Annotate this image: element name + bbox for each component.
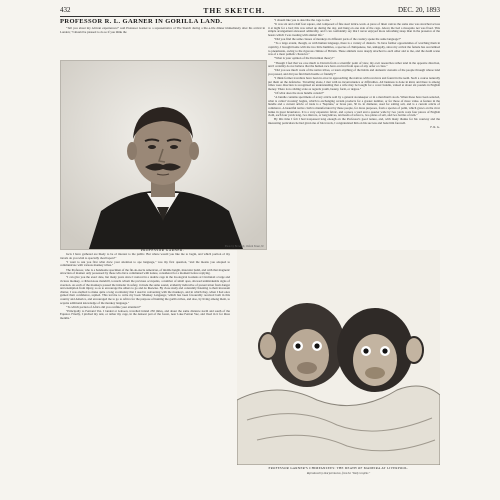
author-signature: [268, 126, 440, 130]
paragraph: "A bundle contains specimens of every article sold by a general storekeeper or in a merchant's stock. When these have been selected, what is called 'crossing' begins, which is exchanging certain products for a greater number, or for those of more value. A feature in the bundle and a current article of trade is a 'Neptune,' or brass pan, 30 in. in diameter, used for salting salt, and is a current article of commerce. A beautiful native cloth is manufactured by these people, for dress purposes, from a species of palm, which grows on the river banks in great luxuriance. It is a very expensive fabric, and a piece a yard and a quarter wide by two yards costs four pieces of English cloth, each four yards long, two mirrors, or long knives, ten heads of tobacco, two plates of salt, and two bottles of rum.": [268, 95, 440, 118]
chimpanzee-caption: PROFESSOR GARNER'S CHIMPANZEES: THE DEATH OF MADEIRA AT LIVERPOOL.: [268, 466, 409, 470]
paragraph: "I think former travellers have been in error in approaching the natives with revolvers and found in the teeth. Such a course naturally put them on the defensive. Travelling alone, I met with no inconvenience or difficulties. All business is done in kind, and there is among tribes were direction is recognised an understanding that a wife may be bought for a cover bundle, valued at about six pounds in English money. There is no sliding scale as regards youth, beauty, form, or degree.": [268, 76, 440, 91]
paragraph: "Of what does the store bundle consist?": [274, 91, 325, 96]
page-number: 432: [60, 6, 71, 14]
running-head: [60, 4, 440, 16]
paragraph: By this time I felt I had trespassed long enough on the Professor's good nature, and, with many thanks for his courtesy and the interesting particulars he had given me of his travels, I congratulated him on his success and bade him farewell.: [268, 117, 440, 125]
portrait-illustration: [61, 61, 266, 249]
chimpanzee-illustration: [237, 250, 440, 465]
paragraph: "Though I feel that we owe much to Darwin from a scientific point of view, my own researches rather tend in the opposite direction, and I certainly do not believe that the human race have evolved from apes of any order or class.": [268, 60, 440, 69]
paragraph: "I want to ask you first what drew your attention to ape language," was my first question, "and the means you adopted to communicate with various monkey tribes.": [60, 259, 230, 268]
chimpanzee-subcaption: Reproduced by kind permission, from the "Daily Graphic.": [306, 472, 371, 475]
portrait-photo: [60, 60, 267, 250]
column-left-bottom: [60, 253, 230, 496]
paragraph: "What is your opinion of the Darwinian theory?": [274, 56, 335, 61]
article-headline: PROFESSOR R. L. GARNER IN GORILLA LAND.: [60, 18, 223, 25]
column-right: [268, 19, 440, 244]
issue-date: DEC. 20, 1893: [397, 6, 440, 14]
paragraph: "It was six and a half feet square, and composed of fine steel lattice-work. A piece of linen canvas the same size was stretched across it at night for a bed; this was rolled up during the day, and hung on one side of the cage. Above the bed a mosquito net was fixed. This simple arrangement answered admirably, and I can confidently say that I never enjoyed more refreshing sleep than in the presence of the beasts which I was treating with animal life.": [268, 22, 440, 37]
paragraph: "To which portion of Africa did you confine your attention?": [66, 304, 142, 309]
paragraph: "Principally to Fernand Vaz. I landed at Gaboon, travelled inland 250 miles, and about the same distance north and south of the Equator. Finally, I pitched my tent, or rather my cage, in the densest part of the forest, near Lake Fernan Vaz, and lived in it for three months.": [60, 308, 230, 321]
header-rule: [60, 16, 440, 17]
paragraph: facts I have gathered are likely to be of interest to the public. But where would you like me to begin, and which portion of my travels do you wish to specially dwell upon?": [60, 253, 230, 260]
column-left-top: [60, 27, 265, 60]
paragraph: "Did you see much work of the native tribes, or learn anything of the habits and domestic customs of the people through whose land you passed, and did you find them hostile or friendly?": [268, 68, 440, 76]
paragraph: "I should like you to describe the cage to me.": [274, 19, 332, 22]
signature-text: F. R. G.: [430, 125, 440, 130]
paragraph: "I can give you the exact date, but many years since I noticed in a double cage in the Zoological Gardens at Cincinnati a large and vicious monkey, a ribbed-nose mandrill, towards whom the previous occupants, a number of small apes, showed unmistakable signs of aversion. As each of the monkeys passed the intruder in safety, it made the same sound, evidently indicative of preservation from danger and exemption from injury, so as to encourage the others to go and do likewise. By close study and constantly listening to their incessant chatter, I was enabled to make quite a long vocabulary that I used in conversing with the monkeys, and in which they, when I had once gained their confidence, replied. This led me to write my book 'Monkey Language,' which has been favourably received both in this country and America, and encouraged me to go to Africa for the purpose of hunting the gorilla tribes, and also, by living among them, to acquire additional knowledge of the monkey language.": [60, 275, 230, 305]
chimpanzee-drawing: [237, 250, 440, 465]
publication-title: THE SKETCH.: [203, 5, 266, 15]
photo-credit: Photo by Brownell, Oxford Street, W.: [224, 245, 264, 248]
paragraph: The Professor, who is a handsome specimen of the fin-de-siecle American, of middle height, muscular build, and with that magnetic attraction of manner only possessed by those who have communed with nature, considered for a moment before replying.: [60, 267, 230, 276]
paragraph: "To a large extent, though, as with human language, there is a variety of dialects. To have further opportunities of watching them in captivity, I brought home with me two little humbles, a species of chimpanzee, but, unhappily, since my arrival the female has succumbed to pneumonia, owing to the rigorous climate of Britain. These animals were deeply attached to each other and to me, and the death scene was of a most pathetic character.": [268, 41, 440, 57]
paragraph: "Tell you about my African experiences!" said Professor Garner to a representative of The Sketch during a life-a-life dinner immediately after his arrival in London; "I should be pleased to do so if you think the: [60, 27, 265, 34]
portrait-caption: PROFESSOR GARNER.: [140, 248, 185, 252]
paragraph: "Did you find the same classes of monkeys in different parts of the country spoke the same language?": [274, 37, 402, 42]
